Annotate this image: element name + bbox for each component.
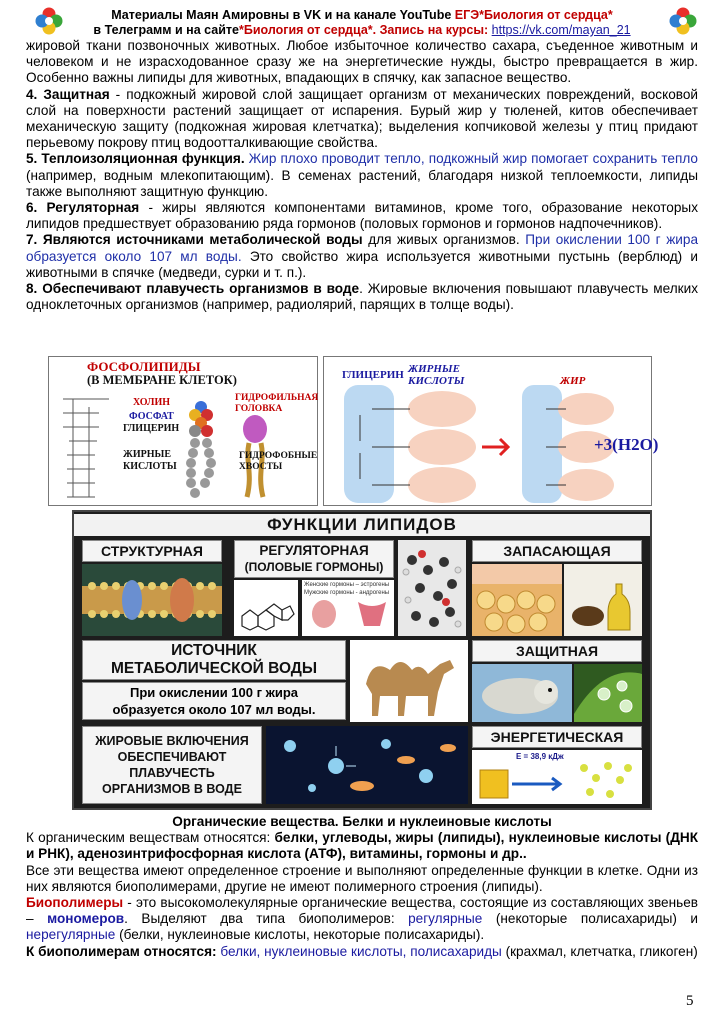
fatty-acid-icon xyxy=(408,429,476,465)
label-metabolic-water-box xyxy=(82,640,346,680)
fatty-acid-icon xyxy=(408,391,476,427)
paragraph-regulatory xyxy=(26,200,698,232)
top-text xyxy=(26,38,698,313)
label-fatty-acids-right-2: КИСЛОТЫ xyxy=(408,375,465,387)
phospholipid-molecule-icon xyxy=(186,401,216,498)
header-telegram: в Телеграмм и на сайте xyxy=(93,23,239,37)
page-number: 5 xyxy=(686,993,694,1009)
clover-logo-icon xyxy=(668,6,698,36)
header-enroll: . Запись на курсы: xyxy=(372,23,489,37)
item-number: 6. Регуляторная xyxy=(26,200,140,216)
adipose-tissue-icon xyxy=(472,564,562,636)
oxidation-note xyxy=(82,682,346,720)
label-float-2: ОБЕСПЕЧИВАЮТ xyxy=(117,750,227,764)
adipose-tissue-image xyxy=(472,564,562,636)
label-regulatory-box xyxy=(234,540,394,578)
term-monomers: мономеров xyxy=(47,911,125,927)
hormone-male: Мужские гормоны - андрогены xyxy=(304,590,390,596)
item-text: (белки, нуклеиновые кислоты, некоторые полисахариды). xyxy=(115,927,485,943)
bottom-text xyxy=(26,814,698,960)
label-regulatory-sub: (ПОЛОВЫЕ ГОРМОНЫ) xyxy=(244,560,384,574)
label-storage: ЗАПАСАЮЩАЯ xyxy=(472,540,642,562)
label-hydrophilic-1: ГИДРОФИЛЬНАЯ xyxy=(235,393,319,403)
label-regulatory: РЕГУЛЯТОРНАЯ xyxy=(259,543,369,558)
seal-image xyxy=(472,664,572,722)
item-text: Это свойство жира используется животными пустынь (верблюд) и животными в спячке (медведи, сурки и т. п.). xyxy=(26,248,698,280)
item-text: (некоторые полисахариды) и xyxy=(482,911,699,927)
fatty-acid-icon xyxy=(558,469,614,501)
label-hydrophilic-2: ГОЛОВКА xyxy=(235,404,283,414)
phospholipid-panel xyxy=(48,356,318,506)
item-number: 5. Теплоизоляционная функция. xyxy=(26,151,245,167)
label-glycerol-right: ГЛИЦЕРИН xyxy=(342,369,404,381)
steroid-image xyxy=(234,580,298,636)
item-number: 4. Защитная xyxy=(26,86,110,102)
header-site-name: *Биология от сердца* xyxy=(238,23,373,37)
item-text: - это высокомолекулярные органические вещества, состоящие из составляющих звеньев – xyxy=(26,895,698,927)
plankton-icon xyxy=(266,726,468,804)
label-float-3: ПЛАВУЧЕСТЬ xyxy=(129,766,215,780)
label-hydrophobic-2: ХВОСТЫ xyxy=(239,462,283,472)
header-vk-link[interactable]: https://vk.com/mayan_21 xyxy=(491,23,631,37)
label-source: ИСТОЧНИК xyxy=(171,642,257,659)
paragraph-organic-list xyxy=(26,830,698,862)
section-heading: Органические вещества. Белки и нуклеиновые кислоты xyxy=(172,814,552,829)
label-float-4: ОРГАНИЗМОВ В ВОДЕ xyxy=(102,782,242,796)
cell-membrane-icon xyxy=(82,564,222,636)
phospholipid-diagram xyxy=(49,357,319,507)
label-metabolic-water: МЕТАБОЛИЧЕСКОЙ ВОДЫ xyxy=(110,660,318,677)
label-fatty-acids-right-1: ЖИРНЫЕ xyxy=(408,363,460,375)
header-line-1 xyxy=(0,8,724,23)
paragraph-biopolymer-list xyxy=(26,944,698,960)
fat-formation-panel xyxy=(323,356,659,506)
label-phosphate: ФОСФАТ xyxy=(129,411,174,422)
label-hydrophobic-1: ГИДРОФОБНЫЕ xyxy=(239,451,318,461)
lipid-functions-title: ФУНКЦИИ ЛИПИДОВ xyxy=(74,514,650,536)
leaf-drops-image xyxy=(574,664,642,722)
phospholipid-subtitle: (В МЕМБРАНЕ КЛЕТОК) xyxy=(87,373,237,387)
label-glycerol: ГЛИЦЕРИН xyxy=(123,423,180,434)
label-water: +3(H2O) xyxy=(594,435,659,454)
header-channel-name: ЕГЭ*Биология от сердца* xyxy=(454,8,613,22)
hormones-image xyxy=(302,580,394,636)
plankton-image xyxy=(266,726,468,804)
paragraph-buoyancy xyxy=(26,281,698,313)
item-text: для живых организмов. xyxy=(362,232,526,248)
page-header xyxy=(0,6,724,38)
item-bold: К биополимерам относятся: xyxy=(26,943,221,959)
camel-image xyxy=(350,640,468,722)
label-buoyancy-box xyxy=(82,726,262,804)
seal-icon xyxy=(472,664,572,722)
item-text: (крахмал, клетчатка, гликоген) xyxy=(501,943,698,959)
label-protective: ЗАЩИТНАЯ xyxy=(472,640,642,662)
figure-phospholipids-and-fat xyxy=(48,356,659,506)
oxidation-line-2: образуется около 107 мл воды. xyxy=(112,702,316,717)
structural-formula-icon xyxy=(63,399,109,497)
item-highlight: Жир плохо проводит тепло, подкожный жир помогает сохранить тепло xyxy=(244,151,698,167)
steroid-molecule-icon xyxy=(234,580,298,636)
energy-image xyxy=(472,750,642,804)
item-highlight: белки, нуклеиновые кислоты, полисахариды xyxy=(220,943,502,959)
item-text: . Жировые включения повышают плавучесть мелких одноклеточных организмов (например, радиолярий, парящих в толще воды). xyxy=(26,281,699,313)
item-highlight: При окислении 100 г жира образуется около 107 мл воды. xyxy=(26,232,699,264)
paragraph-protective xyxy=(26,87,698,152)
label-choline: ХОЛИН xyxy=(133,397,171,408)
paragraph-structure: Все эти вещества имеют определенное строение и выполняют определенные функции в клетке. Одни из них являются биополимерами, другие не имеют полимерного строения (липиды). xyxy=(26,862,698,894)
item-number: 7. Являются источниками метаболической воды xyxy=(26,232,363,248)
reproductive-organs-icon xyxy=(302,596,394,632)
paragraph-storage-cont: жировой ткани позвоночных животных. Любое избыточное количество сахара, съеденное животным и человеком и не израсходованное сразу же на энергетические нужды, быстро превращается в жир. Особенно важны липиды для животных, впадающих в спячку, как запасное вещество. xyxy=(26,38,698,86)
item-text: . Выделяют два типа биополимеров: xyxy=(124,911,409,927)
paragraph-metabolic-water xyxy=(26,232,698,281)
header-line-2 xyxy=(0,23,724,38)
term-biopolymers: Биополимеры xyxy=(26,895,124,911)
item-text: - подкожный жировой слой защищает организм от механических повреждений, восковой слой на поверхности растений защищает от испарения. Бурый жир у тюленей, китов обеспечивает механическую защиту (подкожная жировая клетчатка); выделения копчиковой железы у птиц придают перьевому покрову птиц водоотталкивающие свойства. xyxy=(26,86,698,151)
oxidation-line-1: При окислении 100 г жира xyxy=(129,685,299,700)
energy-formula: E = 38,9 кДж xyxy=(516,752,564,761)
paragraph-biopolymers xyxy=(26,895,698,944)
label-float-1: ЖИРОВЫЕ ВКЛЮЧЕНИЯ xyxy=(95,734,249,748)
item-text: - жиры являются компонентами витаминов, кроме того, образование некоторых липидов предшествует образованию ряда гормонов (половых гормонов и гормонов надпочечников). xyxy=(26,200,698,232)
term-regular: регулярные xyxy=(408,911,483,927)
label-fat: ЖИР xyxy=(560,375,586,387)
fatty-acid-icon xyxy=(558,393,614,425)
fatty-acid-icon xyxy=(408,467,476,503)
label-energy: ЭНЕРГЕТИЧЕСКАЯ xyxy=(472,726,642,748)
item-number: 8. Обеспечивают плавучесть организмов в воде xyxy=(26,281,360,297)
hormone-female: Женские гормоны – эстрогены xyxy=(304,582,390,588)
paragraph-thermal xyxy=(26,151,698,200)
leaf-water-drops-icon xyxy=(574,664,642,722)
label-structural: СТРУКТУРНАЯ xyxy=(82,540,222,562)
item-text: К органическим веществам относятся: xyxy=(26,830,275,846)
molecule-model-icon xyxy=(398,540,466,636)
label-fatty-acids-2: КИСЛОТЫ xyxy=(123,461,177,472)
oil-bottle-icon xyxy=(564,564,642,636)
membrane-image xyxy=(82,564,222,636)
item-text: (например, водным млекопитающим). В семенах растений, благодаря низкой теплоемкости, липиды также выполняют защитную функцию. xyxy=(26,167,698,199)
phospholipid-title: ФОСФОЛИПИДЫ xyxy=(87,359,201,374)
arrow-right-icon xyxy=(482,439,508,455)
item-bold: белки, углеводы, жиры (липиды), нуклеиновые кислоты (ДНК и РНК), аденозинтрифосфорная кислота (АТФ), витамины, гормоны и др.. xyxy=(26,830,698,862)
header-author: Материалы Маян Амировны в VK и на канале YouTube xyxy=(111,8,455,22)
figure-lipid-functions xyxy=(72,510,652,810)
fat-molecule-image xyxy=(398,540,466,636)
label-fatty-acids-1: ЖИРНЫЕ xyxy=(123,449,172,460)
camel-icon xyxy=(350,640,468,722)
term-irregular: нерегулярные xyxy=(26,927,116,943)
oil-seeds-image xyxy=(564,564,642,636)
